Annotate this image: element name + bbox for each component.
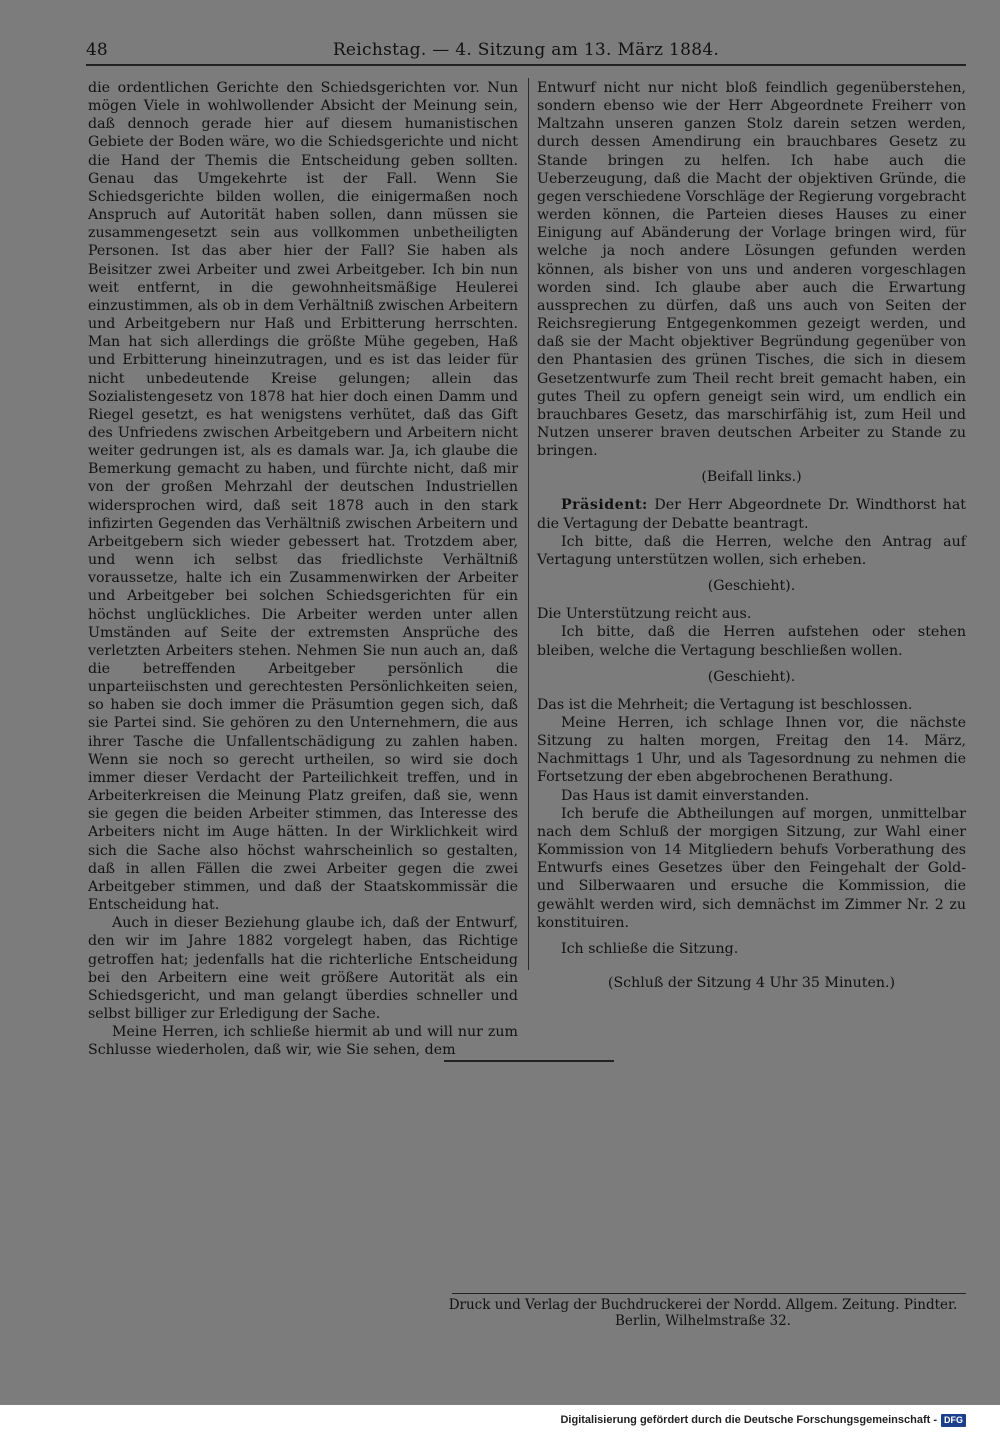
happens-note-1: (Geschieht). [707,578,796,595]
page-number: 48 [86,40,108,60]
header-rule [86,64,966,66]
column-divider [528,78,529,970]
right-paragraph-1: Entwurf nicht nur nicht bloß feindlich gegenüberstehen, sondern ebenso wie der Herr Abgeordnete Freiherr von Maltzahn unseren ganzen Stolz darein setzen werden, durch dessen Amendirung ein brauchbares Gesetz zu Stande bringen zu helfen. Ich habe auch die Ueberzeugung, daß die Macht der objektiven Gründe, die gegen verschiedene Vorschläge der Regierung vorgebracht werden können, die Parteien dieses Hauses zu einer Einigung auf Abänderung der Vorlage bringen wird, für welche ja noch andere Lösungen gefunden werden können, als bisher von uns und anderen vorgeschlagen worden sind. Ich glaube aber auch die Erwartung aussprechen zu dürfen, daß uns auch von Seiten der Reichsregierung Entgegenkommen gezeigt werden, und daß sie der Macht objektiver Begründung gegenüber von den Phantasien des grünen Tisches, die sich in diesem Gesetzentwurfe zum Theil recht breit gemacht haben, ein gutes Theil zu opfern geneigt sein wird, um endlich ein brauchbares Gesetz, das marschirfähig ist, zum Heil und Nutzen unserer braven deutschen Arbeiter zu Stande zu bringen. [537,80,966,460]
right-paragraph-6: Das ist die Mehrheit; die Vertagung ist beschlossen. [537,696,913,713]
right-paragraph-8: Das Haus ist damit einverstanden. [561,787,810,804]
right-paragraph-9: Ich berufe die Abtheilungen auf morgen, unmittelbar nach dem Schluß der morgigen Sitzung, zur Wahl einer Kommission von 14 Mitgliedern behufs Vorberathung des Entwurfs eines Gesetzes über den Feingehalt der Gold- und Silberwaaren und ersuche die Kommission, die gewählt werden wird, sich demnächst im Zimmer Nr. 2 zu konstituiren. [537,805,966,931]
president-text: Der Herr Abgeordnete Dr. Windthorst hat die Vertagung der Debatte beantragt. [537,497,967,532]
page-header [86,38,966,62]
left-paragraph-3: Meine Herren, ich schließe hiermit ab und will nur zum Schlusse wiederholen, daß wir, wie Sie sehen, dem [88,1024,518,1059]
funding-text: Digitalisierung gefördert durch die Deutsche Forschungsgemeinschaft - [560,1414,937,1426]
dfg-logo-icon: DFG [941,1414,966,1427]
printer-line-2: Berlin, Wilhelmstraße 32. [615,1313,791,1329]
president-statement [537,496,966,532]
left-column [88,79,518,1059]
running-title: Reichstag. — 4. Sitzung am 13. März 1884. [332,40,720,60]
spacer [537,932,966,940]
right-paragraph-10: Ich schließe die Sitzung. [561,940,739,957]
left-paragraph-2: Auch in dieser Beziehung glaube ich, daß der Entwurf, den wir im Jahre 1882 vorgelegt haben, das Richtige getroffen hat; jedenfalls hat die richterliche Entscheidung bei den Arbeitern eine weit größere Autorität als ein Schiedsgericht, und man gelangt überdies schneller und selbst billiger zur Erledigung der Sache. [88,915,518,1022]
right-paragraph-3: Ich bitte, daß die Herren, welche den Antrag auf Vertagung unterstützen wollen, sich erheben. [537,533,966,568]
printer-line-1: Druck und Verlag der Buchdruckerei der Nordd. Allgem. Zeitung. Pindter. [448,1297,958,1313]
closing-note: (Schluß der Sitzung 4 Uhr 35 Minuten.) [607,975,896,992]
speaker-label: Präsident: [561,497,648,514]
right-paragraph-5: Ich bitte, daß die Herren aufstehen oder stehen bleiben, welche die Vertagung beschließen wollen. [537,624,966,659]
right-column [537,79,966,1002]
right-paragraph-7: Meine Herren, ich schlage Ihnen vor, die nächste Sitzung zu halten morgen, Freitag den 14. März, Nachmittags 1 Uhr, und als Tagesordnung zu nehmen die Fortsetzung der eben abgebrochenen Berathung. [537,715,966,786]
applause-note: (Beifall links.) [701,469,802,486]
footer-rule [452,1293,966,1294]
end-rule [444,1060,614,1062]
funding-note [560,1412,966,1428]
printer-imprint [440,1297,966,1329]
left-paragraph-1: die ordentlichen Gerichte den Schiedsgerichten vor. Nun mögen Viele in wohlwollender Absicht der Meinung sein, daß dennoch gerade hier auf diesem humanistischen Gebiete der Boden wäre, wo die Schiedsgerichte und nicht die Hand der Themis die Entscheidung geben sollten. Genau das Umgekehrte ist der Fall. Wenn Sie Schiedsgerichte bilden wollen, die einigermaßen noch Anspruch auf Autorität haben sollen, dann müssen sie zusammengesetzt sein aus vollkommen unbetheiligten Personen. Ist das aber hier der Fall? Sie haben als Beisitzer zwei Arbeiter und zwei Arbeitgeber. Ich bin nun weit entfernt, in die gewohnheitsmäßige Heulerei einzustimmen, als ob in dem Verhältniß zwischen Arbeitern und Arbeitgebern nur Haß und Erbitterung herrschten. Man hat sich allerdings die größte Mühe gegeben, Haß und Erbitterung hineinzutragen, und es ist das leider für nicht unbedeutende Kreise gelungen; allein das Sozialistengesetz von 1878 hat hier doch einen Damm und Riegel gesetzt, es hat wenigstens verhütet, daß das Gift des Unfriedens zwischen Arbeitgebern und Arbeitern nicht weiter gedrungen ist, als es damals war. Ja, ich glaube die Bemerkung gemacht zu haben, und fürchte nicht, daß mir von der großen Mehrzahl der deutschen Industriellen widersprochen wird, daß seit 1878 auch in den stark infizirten Gegenden das Verhältniß zwischen Arbeitern und Arbeitgebern sich wieder gebessert hat. Trotzdem aber, und wenn ich selbst das friedlichste Verhältniß voraussetze, halte ich ein Zusammenwirken der Arbeiter und Arbeitgeber bei solchen Schiedsgerichten für ein höchst unglückliches. Die Arbeiter werden unter allen Umständen auf Seite der extremsten Ansprüche des verletzten Arbeiters stehen. Nehmen Sie nun auch an, daß die betreffenden Arbeitgeber persönlich die unparteiischsten und gerechtesten Persönlichkeiten seien, so haben sie doch immer die Präsumtion gegen sich, daß sie Partei sind. Sie gehören zu den Unternehmern, die aus ihrer Tasche die Unfallentschädigung zu zahlen haben. Wenn sie noch so gerecht urtheilen, so wird sie doch immer dieser Verdacht der Parteilichkeit treffen, und in Arbeiterkreisen die Meinung Platz greifen, daß sie, wenn sie gegen die beiden Arbeiter stimmen, das Interesse des Arbeiters nicht im Auge hätten. In der Wirklichkeit wird sich die Sache also höchst wahrscheinlich so gestalten, daß in allen Fällen die zwei Arbeiter gegen die zwei Arbeitgeber stimmen, und daß der Staatskommissär die Entscheidung hat. [88,80,518,914]
right-paragraph-4: Die Unterstützung reicht aus. [537,606,752,623]
happens-note-2: (Geschieht). [707,668,796,685]
